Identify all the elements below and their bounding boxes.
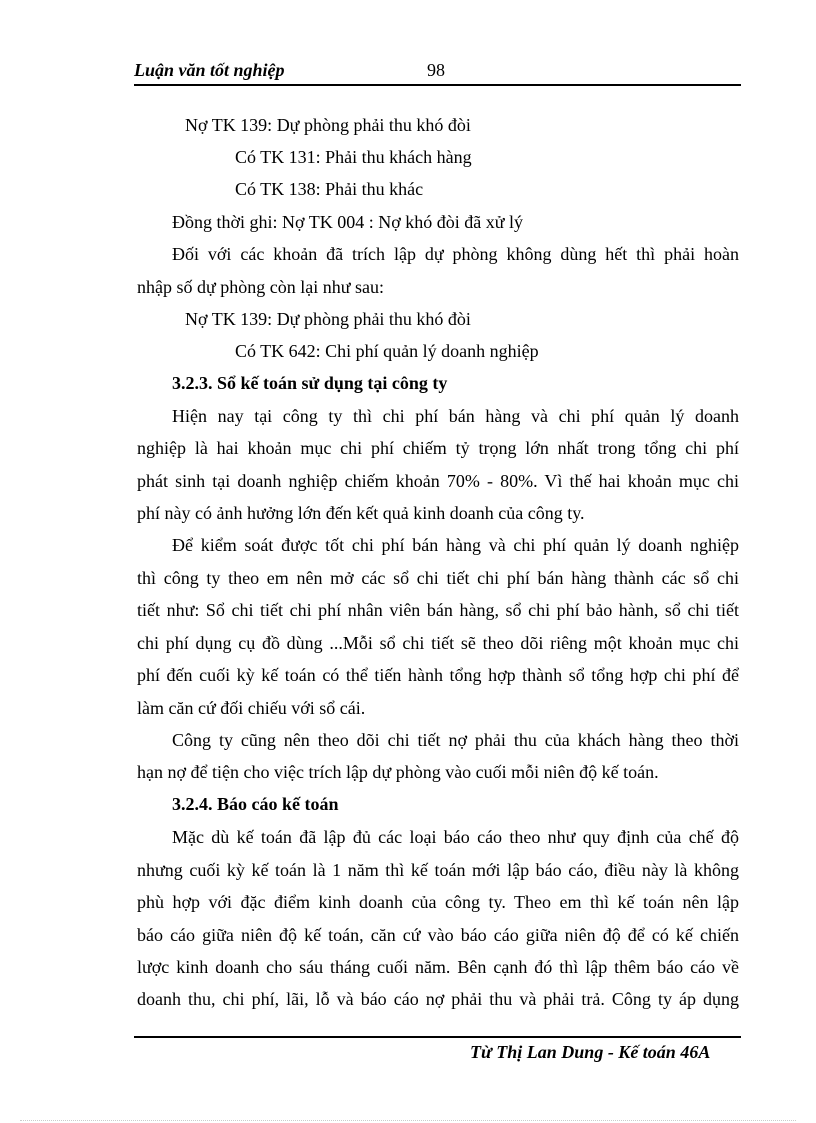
text-line: nghiệp là hai khoản mục chi phí chiếm tỷ trọng lớn nhất trong tổng chi phí: [137, 438, 739, 458]
text-line: tiết như: Sổ chi tiết chi phí nhân viên bán hàng, sổ chi phí bảo hành, sổ chi tiết: [137, 600, 739, 620]
page-header: [134, 60, 741, 84]
footer-author: Từ Thị Lan Dung - Kế toán 46A: [470, 1042, 711, 1062]
text-line: làm căn cứ đối chiếu với sổ cái.: [137, 698, 366, 718]
text-line: Nợ TK 139: Dự phòng phải thu khó đòi: [185, 115, 471, 135]
text-line: Hiện nay tại công ty thì chi phí bán hàng và chi phí quản lý doanh: [172, 406, 739, 426]
text-line: Có TK 642: Chi phí quản lý doanh nghiệp: [235, 341, 539, 361]
header-rule: [134, 84, 741, 86]
footer-rule: [134, 1036, 741, 1038]
text-line: phù hợp với đặc điểm kinh doanh của công ty. Theo em thì kế toán nên lập: [137, 892, 739, 912]
page-number: 98: [427, 60, 445, 80]
text-line: lược kinh doanh cho sáu tháng cuối năm. Bên cạnh đó thì lập thêm báo cáo về: [137, 957, 739, 977]
text-line: chi phí dụng cụ đồ dùng ...Mỗi sổ chi tiết sẽ theo dõi riêng một khoản mục chi: [137, 633, 739, 653]
section-heading: 3.2.4. Báo cáo kế toán: [172, 794, 339, 814]
text-line: Có TK 131: Phải thu khách hàng: [235, 147, 472, 167]
text-line: phát sinh tại doanh nghiệp chiếm khoản 70% - 80%. Vì thế hai khoản mục chi: [137, 471, 739, 491]
text-line: hạn nợ để tiện cho việc trích lập dự phòng vào cuối mỗi niên độ kế toán.: [137, 762, 659, 782]
text-line: phí này có ảnh hưởng lớn đến kết quả kinh doanh của công ty.: [137, 503, 585, 523]
text-line: Đối với các khoản đã trích lập dự phòng không dùng hết thì phải hoàn: [172, 244, 739, 264]
text-line: phí đến cuối kỳ kế toán có thể tiến hành tổng hợp thành sổ tổng hợp chi phí để: [137, 665, 739, 685]
section-heading: 3.2.3. Sổ kế toán sử dụng tại công ty: [172, 373, 448, 393]
text-line: doanh thu, chi phí, lãi, lỗ và báo cáo nợ phải thu và phải trả. Công ty áp dụng: [137, 989, 739, 1009]
text-line: Để kiểm soát được tốt chi phí bán hàng và chi phí quản lý doanh nghiệp: [172, 535, 739, 555]
text-line: Công ty cũng nên theo dõi chi tiết nợ phải thu của khách hàng theo thời: [172, 730, 739, 750]
text-line: nhưng cuối kỳ kế toán là 1 năm thì kế toán mới lập báo cáo, điều này là không: [137, 860, 739, 880]
text-line: Đồng thời ghi: Nợ TK 004 : Nợ khó đòi đã xử lý: [172, 212, 523, 232]
page-edge-dotted-line: [20, 1120, 796, 1121]
text-line: Nợ TK 139: Dự phòng phải thu khó đòi: [185, 309, 471, 329]
header-title: Luận văn tốt nghiệp: [134, 60, 285, 80]
text-line: Có TK 138: Phải thu khác: [235, 179, 424, 199]
text-line: thì công ty theo em nên mở các sổ chi tiết chi phí bán hàng thành các sổ chi: [137, 568, 739, 588]
text-line: nhập số dự phòng còn lại như sau:: [137, 277, 384, 297]
text-line: Mặc dù kế toán đã lập đủ các loại báo cáo theo như quy định của chế độ: [172, 827, 739, 847]
text-line: báo cáo giữa niên độ kế toán, căn cứ vào báo cáo giữa niên độ để có kế chiến: [137, 925, 739, 945]
